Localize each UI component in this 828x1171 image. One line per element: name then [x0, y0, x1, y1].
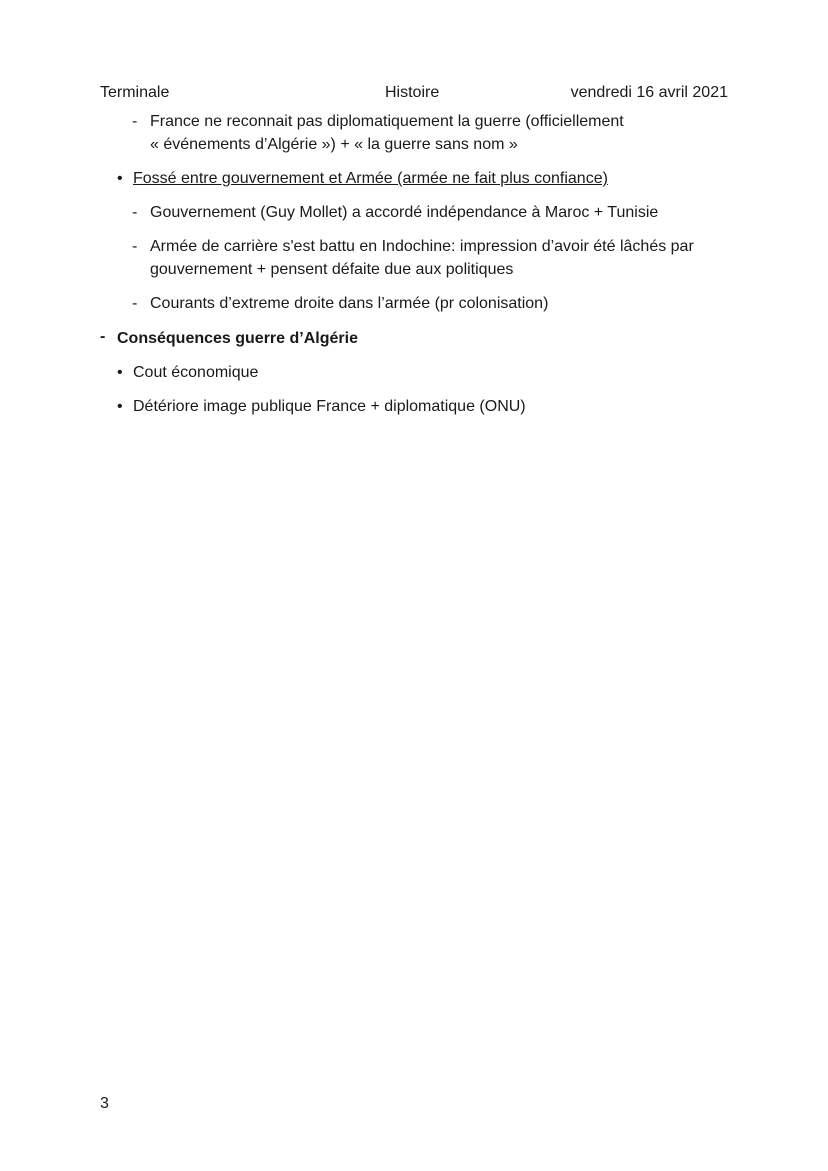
bullet-marker: • — [117, 170, 123, 187]
list-item — [100, 167, 740, 190]
list-item-text: France ne reconnait pas diplomatiquement la guerre (officiellement — [150, 113, 624, 130]
header-date: vendredi 16 avril 2021 — [570, 84, 728, 101]
document-body — [100, 110, 740, 418]
section-heading-text: Conséquences guerre d’Algérie — [117, 330, 358, 347]
list-item — [100, 201, 740, 224]
list-item-text: gouvernement + pensent défaite due aux politiques — [150, 261, 514, 278]
list-item — [100, 235, 740, 281]
page-header — [100, 83, 728, 105]
section-heading — [100, 327, 740, 350]
list-item — [100, 110, 740, 156]
list-item — [100, 361, 740, 384]
list-item — [100, 395, 740, 418]
list-item — [100, 292, 740, 315]
list-item-text: Détériore image publique France + diplomatique (ONU) — [133, 398, 526, 415]
dash-marker: - — [132, 295, 138, 312]
bullet-marker: • — [117, 398, 123, 415]
page-number: 3 — [100, 1095, 109, 1112]
list-item-text: Armée de carrière s'est battu en Indochine: impression d’avoir été lâchés par — [150, 238, 694, 255]
dash-marker: - — [100, 328, 106, 345]
list-item-text: Courants d’extreme droite dans l’armée (pr colonisation) — [150, 295, 549, 312]
dash-marker: - — [132, 238, 138, 255]
dash-marker: - — [132, 113, 138, 130]
header-class: Terminale — [100, 84, 170, 101]
header-subject: Histoire — [385, 84, 440, 101]
dash-marker: - — [132, 204, 138, 221]
list-item-text: Fossé entre gouvernement et Armée (armée ne fait plus confiance) — [133, 170, 608, 187]
list-item-text: « événements d’Algérie ») + « la guerre sans nom » — [150, 136, 518, 153]
list-item-text: Gouvernement (Guy Mollet) a accordé indépendance à Maroc + Tunisie — [150, 204, 659, 221]
list-item-text: Cout économique — [133, 364, 259, 381]
bullet-marker: • — [117, 364, 123, 381]
